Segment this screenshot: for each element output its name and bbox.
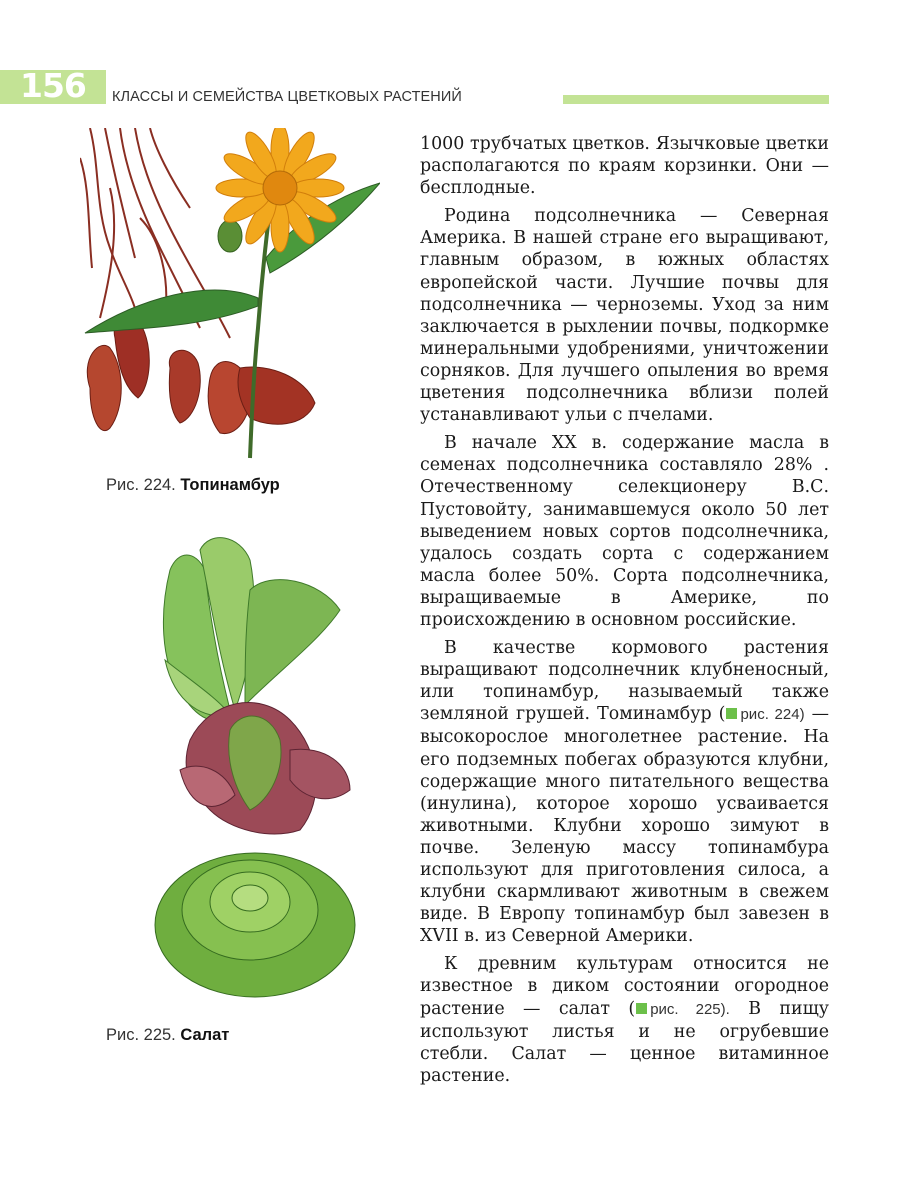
figure-224-prefix: Рис. 224.: [106, 476, 176, 494]
lettuce-head: [155, 853, 355, 997]
paragraph-3: В начале XX в. содержание масла в семенах подсолнечника составляло 28% . Отечественному селекционеру В.С. Пустовойту, занимавшемуся около 50 лет выведением новых сортов подсолнечника, удалось создать сорта с содержанием масла более 50%. Сорта подсолнечника, выращиваемые в Америке, по происхождению в основном российские.: [420, 433, 829, 630]
header-rule: [563, 95, 829, 104]
figure-225-reference-label: рис. 225).: [650, 1000, 730, 1018]
lettuce-red-leaf: [180, 703, 350, 834]
figure-224-title: Топинамбур: [180, 476, 280, 494]
paragraph-4: [420, 637, 829, 947]
paragraph-5-text-b: В пищу используют листья и не огрубевшие стебли. Салат — ценное витаминное растение.: [420, 998, 830, 1086]
figure-reference-marker-icon: [726, 708, 737, 719]
running-title: КЛАССЫ И СЕМЕЙСТВА ЦВЕТКОВЫХ РАСТЕНИЙ: [112, 89, 462, 105]
tubers: [87, 316, 315, 434]
figure-224-caption: [106, 476, 280, 495]
paragraph-5: [420, 953, 829, 1087]
paragraph-2: Родина подсолнечника — Северная Америка. В нашей стране его выращивают, главным образом, в южных областях европейской части. Лучшие почвы для подсолнечника — черноземы. Уход за ним заключается в рыхлении почвы, подкормке минеральными удобрениями, уничтожении сорняков. Для лучшего опыления во время цветения подсолнечника вблизи полей устанавливают ульи с пчелами.: [420, 206, 829, 426]
paragraph-1: 1000 трубчатых цветков. Язычковые цветки располагаются по краям корзинки. Они — бесплодные.: [420, 134, 829, 199]
leaf-left: [85, 290, 258, 333]
paragraph-5-text-a: К древним культурам относится не известное в диком состоянии огородное растение — салат (: [420, 954, 829, 1019]
figure-225-title: Салат: [180, 1026, 230, 1044]
paragraph-4-text-a: В качестве кормового растения выращивают подсолнечник клубненосный, или топинамбур, называемый также земляной грушей. Томинамбур (: [420, 638, 829, 725]
figure-224-reference-label: рис. 224): [740, 706, 805, 724]
lettuce-green-leaf: [163, 538, 340, 721]
figure-225-prefix: Рис. 225.: [106, 1026, 176, 1044]
paragraph-4-text-b: — высокорослое многолетнее растение. На его подземных побегах образуются клубни, содержащие много питательного вещества (инулина), которое хорошо усваивается животными. Клубни хорошо зимуют в почве. Зеленую массу топинамбура используют для приготовления силоса, а клубни скармливают животным в свежем виде. В Европу топинамбур был завезен в XVII в. из Северной Америки.: [420, 704, 830, 947]
figure-225-caption: [106, 1026, 229, 1045]
figure-reference-marker-icon: [636, 1003, 647, 1014]
page-number: 156: [20, 66, 86, 105]
figure-225-reference[interactable]: [635, 1001, 730, 1018]
figure-lettuce: [150, 530, 380, 1010]
figure-224-reference[interactable]: [725, 706, 804, 723]
figure-jerusalem-artichoke: [80, 128, 380, 468]
flower-bud: [218, 220, 242, 252]
body-text: [420, 133, 829, 1093]
